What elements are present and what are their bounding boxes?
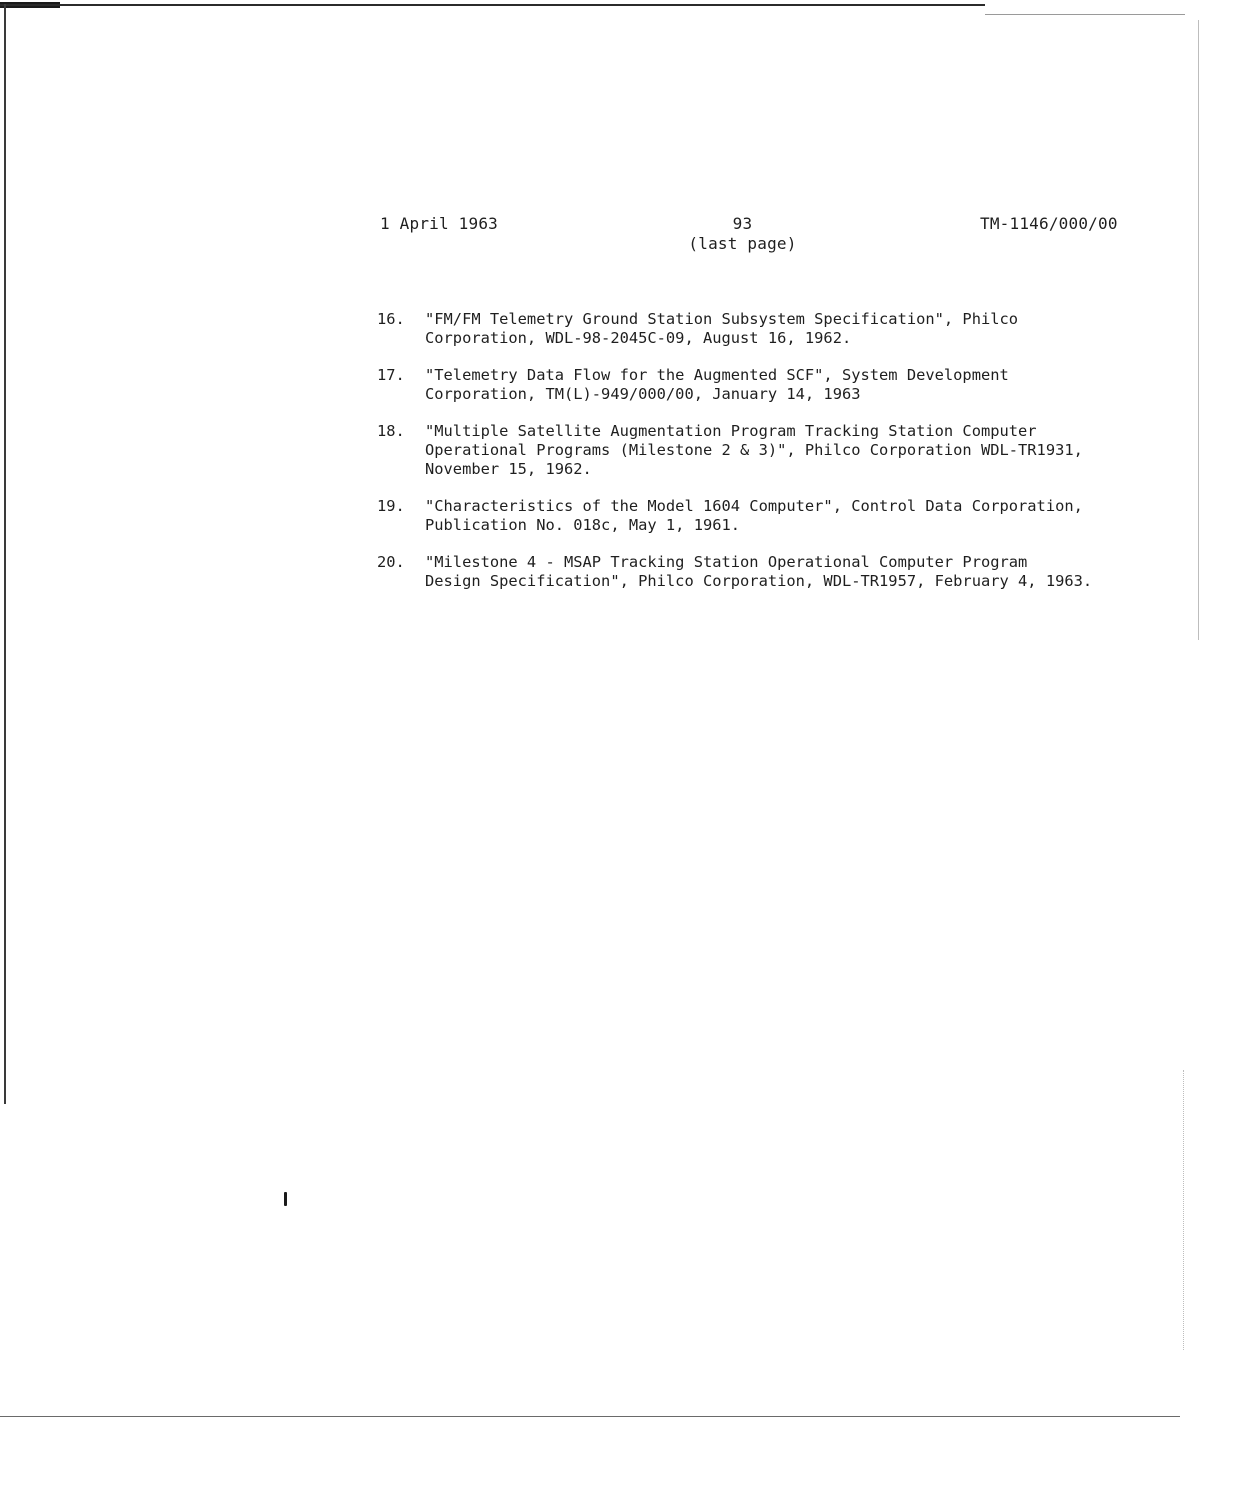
scan-speck [284, 1192, 287, 1206]
reference-item [377, 422, 1117, 479]
scan-edge-top [0, 4, 985, 6]
reference-number: 19. [377, 497, 405, 515]
scan-edge-left [4, 4, 6, 1104]
scan-edge-right [1198, 20, 1199, 640]
header-doc-id: TM-1146/000/00 [980, 214, 1118, 233]
reference-text: "Telemetry Data Flow for the Augmented SCF", System Development Corporation, TM(L)-949/000/00, January 14, 1963 [425, 366, 1009, 403]
scan-edge-right-lower [1183, 1070, 1184, 1350]
reference-number: 18. [377, 422, 405, 440]
reference-number: 17. [377, 366, 405, 384]
reference-list [377, 310, 1117, 609]
page-note: (last page) [688, 234, 797, 253]
header-date: 1 April 1963 [380, 214, 498, 233]
reference-text: "Multiple Satellite Augmentation Program Tracking Station Computer Operational Programs (Milestone 2 & 3)", Philco Corporation WDL-TR1931, November 15, 1962. [425, 422, 1083, 478]
reference-text: "Characteristics of the Model 1604 Computer", Control Data Corporation, Publication No. 018c, May 1, 1961. [425, 497, 1083, 534]
reference-item [377, 497, 1117, 535]
reference-number: 20. [377, 553, 405, 571]
scan-edge-bottom [0, 1416, 1180, 1417]
header-page [655, 214, 830, 254]
reference-item [377, 553, 1117, 591]
page-number: 93 [732, 214, 753, 233]
reference-item [377, 366, 1117, 404]
reference-text: "FM/FM Telemetry Ground Station Subsystem Specification", Philco Corporation, WDL-98-2045C-09, August 16, 1962. [425, 310, 1019, 347]
reference-number: 16. [377, 310, 405, 328]
scan-edge-top-tail [985, 14, 1185, 15]
reference-item [377, 310, 1117, 348]
reference-text: "Milestone 4 - MSAP Tracking Station Operational Computer Program Design Specification", Philco Corporation, WDL-TR1957, February 4, 1963. [425, 553, 1093, 590]
